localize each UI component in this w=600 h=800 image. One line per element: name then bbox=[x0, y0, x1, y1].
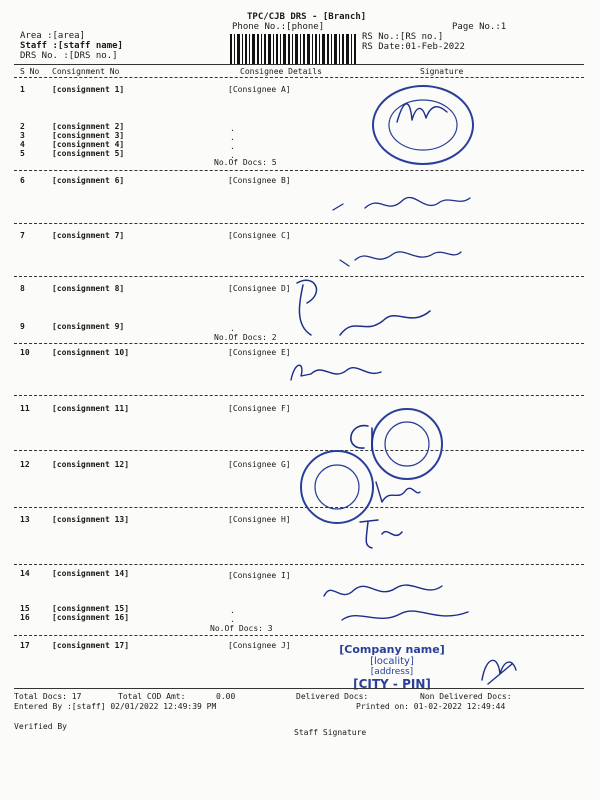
row-consignment: [consignment 15] bbox=[52, 604, 130, 613]
row-consignee: [Consignee I] bbox=[228, 571, 291, 580]
row-consignee: [Consignee G] bbox=[228, 460, 291, 469]
row-sno: 8 bbox=[20, 284, 25, 293]
stamp-company: [Company name] bbox=[339, 643, 445, 656]
row-consignee: [Consignee E] bbox=[228, 348, 291, 357]
row-consignment: [consignment 2] bbox=[52, 122, 125, 131]
column-signature: Signature bbox=[420, 67, 464, 76]
row-consignee: [Consignee A] bbox=[228, 85, 291, 94]
row-consignee: . bbox=[230, 151, 235, 160]
signature-icon bbox=[285, 352, 385, 388]
printed-on: Printed on: 01-02-2022 12:49:44 bbox=[356, 702, 506, 711]
row-consignee: [Consignee F] bbox=[228, 404, 291, 413]
row-sno: 6 bbox=[20, 176, 25, 185]
rs-date: RS Date:01-Feb-2022 bbox=[362, 42, 465, 52]
row-consignee: [Consignee J] bbox=[228, 641, 291, 650]
phone-number: Phone No.:[phone] bbox=[232, 22, 325, 32]
non-delivered-docs: Non Delivered Docs: bbox=[420, 692, 512, 701]
row-consignee: . bbox=[230, 324, 235, 333]
row-consignment: [consignment 10] bbox=[52, 348, 130, 357]
signature-icon bbox=[335, 240, 465, 274]
column-sno: S No bbox=[20, 67, 40, 76]
row-divider bbox=[14, 564, 584, 565]
row-sno: 10 bbox=[20, 348, 30, 357]
docs-count-note: No.Of Docs: 3 bbox=[210, 624, 273, 633]
row-consignment: [consignment 13] bbox=[52, 515, 130, 524]
row-sno: 1 bbox=[20, 85, 25, 94]
signature-icon bbox=[285, 275, 435, 355]
row-sno: 12 bbox=[20, 460, 30, 469]
row-consignment: [consignment 7] bbox=[52, 231, 125, 240]
row-sno: 11 bbox=[20, 404, 30, 413]
signature-icon bbox=[325, 186, 475, 222]
stamp-address: [address] bbox=[370, 667, 414, 677]
delivered-docs: Delivered Docs: bbox=[296, 692, 369, 701]
staff-signature-label: Staff Signature bbox=[294, 728, 367, 737]
row-consignee: . bbox=[230, 133, 235, 142]
row-consignment: [consignment 8] bbox=[52, 284, 125, 293]
docs-count-note: No.Of Docs: 5 bbox=[214, 158, 277, 167]
total-docs: Total Docs: 17 bbox=[14, 692, 82, 701]
row-divider bbox=[14, 223, 584, 224]
rs-number: RS No.:[RS no.] bbox=[362, 32, 444, 42]
row-consignee: [Consignee B] bbox=[228, 176, 291, 185]
docs-count-note: No.Of Docs: 2 bbox=[214, 333, 277, 342]
area-label: Area :[area] bbox=[20, 31, 86, 41]
row-divider bbox=[14, 170, 584, 171]
row-consignee: . bbox=[230, 124, 235, 133]
barcode-icon bbox=[230, 34, 358, 64]
signature-icon bbox=[476, 650, 522, 690]
signature-icon bbox=[338, 420, 378, 454]
signature-icon bbox=[318, 574, 478, 630]
row-sno: 7 bbox=[20, 231, 25, 240]
row-consignee: . bbox=[230, 142, 235, 151]
row-divider bbox=[14, 395, 584, 396]
drs-number: DRS No. :[DRS no.] bbox=[20, 51, 118, 61]
row-consignment: [consignment 17] bbox=[52, 641, 130, 650]
staff-label: Staff :[staff name] bbox=[20, 41, 123, 51]
row-consignment: [consignment 14] bbox=[52, 569, 130, 578]
total-cod-label: Total COD Amt: bbox=[118, 692, 186, 701]
company-stamp bbox=[302, 643, 482, 691]
row-divider bbox=[14, 635, 584, 636]
page-number: Page No.:1 bbox=[452, 22, 507, 32]
row-sno: 13 bbox=[20, 515, 30, 524]
row-consignee: [Consignee D] bbox=[228, 284, 291, 293]
row-sno: 4 bbox=[20, 140, 25, 149]
row-consignment: [consignment 12] bbox=[52, 460, 130, 469]
column-consignee: Consignee Details bbox=[240, 67, 322, 76]
row-sno: 14 bbox=[20, 569, 30, 578]
stamp-locality: [locality] bbox=[370, 656, 414, 667]
row-sno: 5 bbox=[20, 149, 25, 158]
total-cod-value: 0.00 bbox=[216, 692, 236, 701]
column-rule bbox=[14, 77, 584, 78]
footer-rule bbox=[14, 688, 584, 689]
row-consignee: [Consignee H] bbox=[228, 515, 291, 524]
row-consignment: [consignment 16] bbox=[52, 613, 130, 622]
row-sno: 17 bbox=[20, 641, 30, 650]
entered-by: Entered By :[staff] 02/01/2022 12:49:39 PM bbox=[14, 702, 217, 711]
header-rule bbox=[14, 64, 584, 65]
row-consignment: [consignment 1] bbox=[52, 85, 125, 94]
row-consignment: [consignment 6] bbox=[52, 176, 125, 185]
row-consignment: [consignment 9] bbox=[52, 322, 125, 331]
round-stamp-icon bbox=[368, 404, 446, 484]
row-consignment: [consignment 5] bbox=[52, 149, 125, 158]
row-consignee: . bbox=[230, 606, 235, 615]
signature-icon bbox=[392, 92, 452, 132]
signature-icon bbox=[372, 478, 422, 506]
row-consignee: . bbox=[230, 615, 235, 624]
row-consignee: [Consignee C] bbox=[228, 231, 291, 240]
row-consignment: [consignment 4] bbox=[52, 140, 125, 149]
row-sno: 9 bbox=[20, 322, 25, 331]
row-sno: 15 bbox=[20, 604, 30, 613]
row-sno: 2 bbox=[20, 122, 25, 131]
document-title: TPC/CJB DRS - [Branch] bbox=[247, 12, 367, 22]
column-consignment: Consignment No bbox=[52, 67, 120, 76]
verified-by: Verified By bbox=[14, 722, 67, 731]
row-sno: 3 bbox=[20, 131, 25, 140]
row-consignment: [consignment 11] bbox=[52, 404, 130, 413]
row-consignment: [consignment 3] bbox=[52, 131, 125, 140]
signature-icon bbox=[352, 512, 408, 552]
row-sno: 16 bbox=[20, 613, 30, 622]
stamp-city: [CITY - PIN] bbox=[353, 677, 431, 691]
